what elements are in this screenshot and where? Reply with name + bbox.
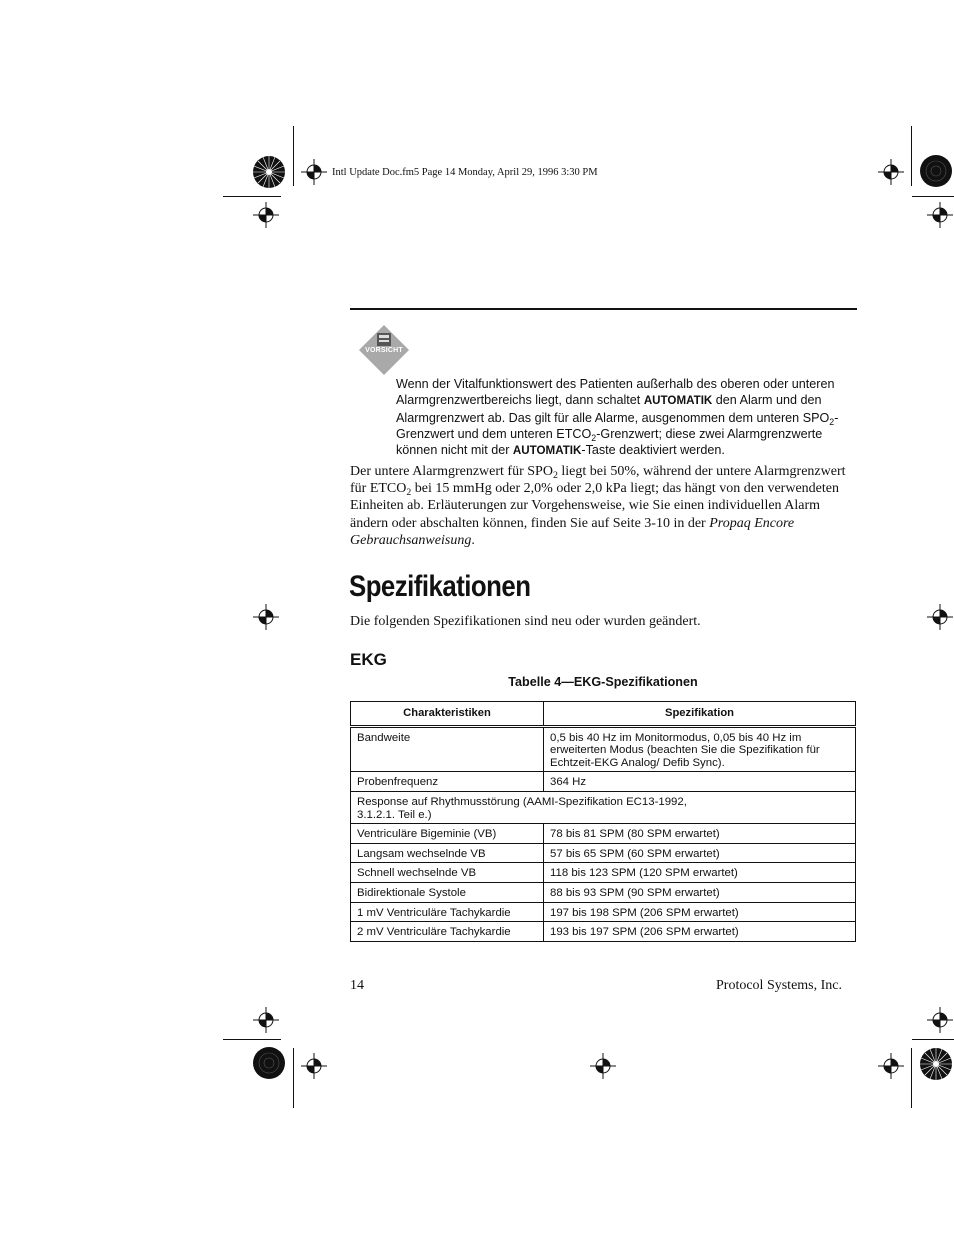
table-cell: Probenfrequenz xyxy=(351,772,544,792)
footer-company: Protocol Systems, Inc. xyxy=(716,978,842,993)
starburst-mark-icon xyxy=(919,1047,953,1081)
registration-mark-icon xyxy=(301,159,327,185)
table-cell: 1 mV Ventriculäre Tachykardie xyxy=(351,902,544,922)
body-text-part: . xyxy=(471,532,475,548)
crop-line xyxy=(912,1039,954,1040)
crop-line xyxy=(911,1048,912,1108)
table-row xyxy=(351,791,856,823)
body-text-part: Der untere Alarmgrenzwert für SPO xyxy=(350,464,553,479)
page-number: 14 xyxy=(350,978,364,993)
registration-mark-icon xyxy=(878,1053,904,1079)
caution-text-part: -Grenzwert; diese zwei Alarmgrenzwerte können nicht mit der xyxy=(396,426,823,458)
table-cell: 88 bis 93 SPM (90 SPM erwartet) xyxy=(544,882,856,902)
table-row xyxy=(351,772,856,792)
column-header: Charakteristiken xyxy=(351,702,544,727)
crop-line xyxy=(223,1039,281,1040)
caution-text-part: -Taste deaktiviert werden. xyxy=(581,443,725,458)
registration-mark-icon xyxy=(878,159,904,185)
file-header-slug: Intl Update Doc.fm5 Page 14 Monday, April 29, 1996 3:30 PM xyxy=(332,167,598,178)
subscript: 2 xyxy=(406,487,412,499)
table-cell: Bidirektionale Systole xyxy=(351,882,544,902)
table-row xyxy=(351,824,856,844)
caution-text-part: -Grenzwert und dem unteren ETCO xyxy=(396,410,839,441)
table-cell: 193 bis 197 SPM (206 SPM erwartet) xyxy=(544,922,856,942)
caution-text-part: den Alarm und den Alarmgrenzwert ab. Das gilt für alle Alarme, ausgenommen dem unteren SPO xyxy=(396,393,830,425)
table-cell: Schnell wechselnde VB xyxy=(351,863,544,883)
automatik-keyword: AUTOMATIK xyxy=(643,394,713,408)
starburst-mark-icon xyxy=(919,154,953,188)
subscript: 2 xyxy=(591,432,597,443)
registration-mark-icon xyxy=(253,1007,279,1033)
subsection-title: EKG xyxy=(350,650,387,669)
automatik-keyword: AUTOMATIK xyxy=(512,444,582,458)
subscript: 2 xyxy=(829,416,835,427)
registration-mark-icon xyxy=(301,1053,327,1079)
manual-title: Propaq Encore Gebrauchsanweisung xyxy=(350,515,795,548)
table-row xyxy=(351,843,856,863)
starburst-mark-icon xyxy=(252,155,286,189)
crop-line xyxy=(912,196,954,197)
registration-mark-icon xyxy=(253,604,279,630)
crop-line xyxy=(293,126,294,186)
registration-mark-icon xyxy=(927,604,953,630)
top-rule xyxy=(350,308,857,310)
table-cell-spanning: Response auf Rhythmusstörung (AAMI-Spezifikation EC13-1992, 3.1.2.1. Teil e.) xyxy=(351,791,856,823)
section-intro: Die folgenden Spezifikationen sind neu oder wurden geändert. xyxy=(350,614,701,629)
caution-text-part: Wenn der Vitalfunktionswert des Patienten außerhalb des oberen oder unteren Alarmgrenzwertbereichs liegt, dann schaltet xyxy=(396,377,835,408)
table-cell: Langsam wechselnde VB xyxy=(351,843,544,863)
table-row xyxy=(351,726,856,772)
table-cell: 78 bis 81 SPM (80 SPM erwartet) xyxy=(544,824,856,844)
table-cell: 0,5 bis 40 Hz im Monitormodus, 0,05 bis 40 Hz im erweiterten Modus (beachten Sie die Spezifikation für Echtzeit-EKG Analog/ Defib Sync). xyxy=(544,726,856,772)
crop-line xyxy=(293,1048,294,1108)
table-row xyxy=(351,882,856,902)
table-row xyxy=(351,902,856,922)
column-header: Spezifikation xyxy=(544,702,856,727)
table-cell: 118 bis 123 SPM (120 SPM erwartet) xyxy=(544,863,856,883)
subscript: 2 xyxy=(552,470,558,481)
table-header-row xyxy=(351,702,856,727)
table-cell: 364 Hz xyxy=(544,772,856,792)
registration-mark-icon xyxy=(927,202,953,228)
registration-mark-icon xyxy=(590,1053,616,1079)
table-row xyxy=(351,922,856,942)
table-cell: Ventriculäre Bigeminie (VB) xyxy=(351,824,544,844)
ekg-spec-table xyxy=(350,701,856,942)
section-title: Spezifikationen xyxy=(349,570,531,603)
table-cell: 57 bis 65 SPM (60 SPM erwartet) xyxy=(544,843,856,863)
caution-badge-label: VORSICHT xyxy=(365,347,403,354)
starburst-mark-icon xyxy=(252,1046,286,1080)
crop-line xyxy=(223,196,281,197)
caution-badge xyxy=(358,324,410,376)
table-cell: 2 mV Ventriculäre Tachykardie xyxy=(351,922,544,942)
registration-mark-icon xyxy=(253,202,279,228)
table-cell: Bandweite xyxy=(351,726,544,772)
body-paragraph xyxy=(350,463,858,549)
crop-line xyxy=(911,126,912,186)
table-caption: Tabelle 4—EKG-Spezifikationen xyxy=(508,675,698,689)
body-text-part: liegt bei 50%, während der untere Alarmgrenzwert für ETCO xyxy=(350,464,846,497)
caution-text xyxy=(396,376,852,459)
registration-mark-icon xyxy=(927,1007,953,1033)
table-row xyxy=(351,863,856,883)
body-text-part: bei 15 mmHg oder 2,0% oder 2,0 kPa liegt; das hängt von den verwendeten Einheiten ab. Erläuterungen zur Vorgehensweise, wie Sie einen individuellen Alarm ändern oder abschalten können, finden Sie auf Seite 3-10 in der xyxy=(350,481,839,531)
table-cell: 197 bis 198 SPM (206 SPM erwartet) xyxy=(544,902,856,922)
